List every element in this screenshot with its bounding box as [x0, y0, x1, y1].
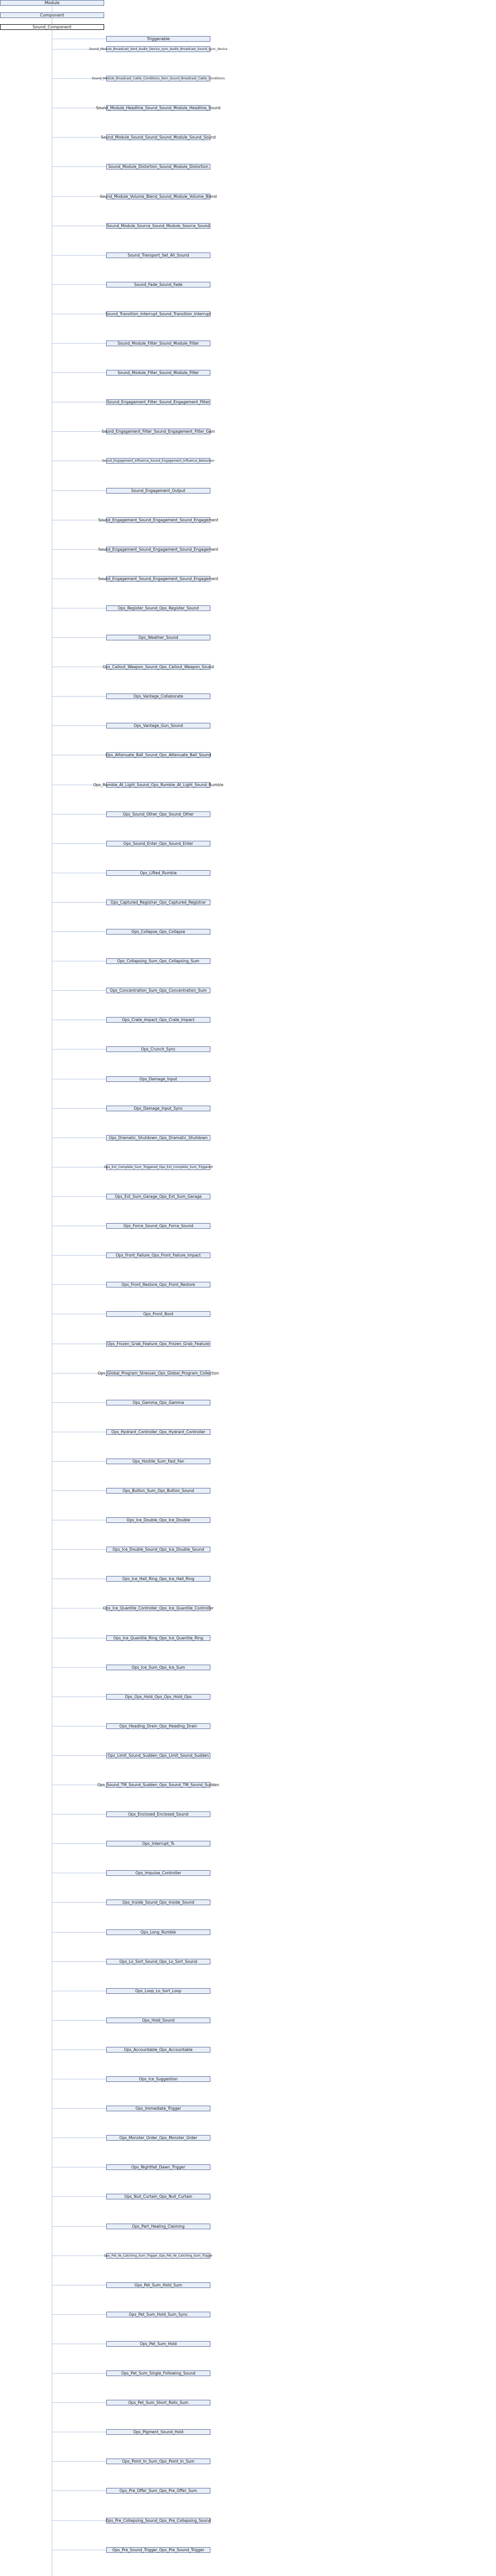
subclass-node[interactable]: Sound_Engagement_Influence_Sound_Engagement_Influence_Behaviour — [106, 458, 210, 464]
subclass-node[interactable]: Ops_Inside_Sound_Ops_Inside_Sound — [106, 1900, 210, 1905]
subclass-node[interactable]: Ops_Collapse_Ops_Collapse — [106, 929, 210, 935]
module-node[interactable]: Module — [0, 0, 104, 6]
subclass-node[interactable]: Ops_Pet_Sum_Single_Following_Sound — [106, 2370, 210, 2376]
subclass-node[interactable]: Sound_Module_Volume_Blend_Sound_Module_Volume_Blend — [100, 194, 217, 199]
subclass-node[interactable]: Ops_Damage_Input_Sync — [106, 1106, 210, 1111]
subclass-node[interactable]: Sound_Engagement_Sound_Engagement_Sound_Engagement — [98, 547, 219, 552]
subclass-node[interactable]: Ops_Dramatic_Shutdown_Ops_Dramatic_Shutdown — [106, 1135, 210, 1141]
subclass-node[interactable]: Ops_Register_Sound_Ops_Register_Sound — [106, 605, 210, 611]
subclass-node[interactable]: Ops_Frozen_Grab_Feature_Ops_Frozen_Grab_Feature — [106, 1341, 210, 1347]
subclass-node[interactable]: Sound_Module_Filter_Sound_Module_Filter — [106, 341, 210, 346]
subclass-node[interactable]: Ops_Rumble_At_Light_Sound_Ops_Rumble_At_Light_Sound_Rumble — [93, 782, 224, 787]
subclass-node[interactable]: Ops_Ice_Double_Sound_Ops_Ice_Double_Sound — [106, 1547, 210, 1552]
subclass-node[interactable]: Ops_Limit_Sound_Sudden_Ops_Limit_Sound_Sudden — [106, 1753, 210, 1758]
subclass-node[interactable]: Ops_Callout_Weapon_Sound_Ops_Callout_Weapon_Sound — [103, 664, 214, 669]
subclass-node[interactable]: Sound_Engagement_Filter_Sound_Engagement_Filter — [107, 399, 210, 404]
subclass-node[interactable]: Ops_Vantage_Collaborate — [106, 693, 210, 699]
subclass-node[interactable]: Ops_Front_Failure_Ops_Front_Failure_Impact — [106, 1252, 210, 1258]
subclass-node[interactable]: Ops_Lifted_Rumble — [106, 870, 210, 876]
subclass-node[interactable]: Ops_Immediate_Trigger — [106, 2106, 210, 2111]
subclass-node[interactable]: Sound_Module_Sound_Sound_Sound_Module_Sound_Sound — [101, 134, 216, 140]
subclass-node[interactable]: Ops_Pet_Sum_Hold_Sum_Sync — [106, 2312, 210, 2317]
subclass-node[interactable]: Ops_Vantage_Gun_Sound — [106, 723, 210, 728]
subclass-node[interactable]: Ops_Ice_Sum_Ops_Ice_Sum — [106, 1665, 210, 1670]
subclass-node[interactable]: Ops_Front_Restore_Ops_Front_Restore — [106, 1282, 210, 1287]
subclass-node[interactable]: Ops_Lo_Sort_Sound_Ops_Lo_Sort_Sound — [106, 1959, 210, 1964]
subclass-node[interactable]: Ops_Pet_Sum_Hold — [106, 2341, 210, 2347]
subclass-node[interactable]: Sound_Transition_Interrupt_Sound_Transition_Interrupt — [105, 311, 211, 316]
subclass-node[interactable]: Ops_Ice_Hall_Ring_Ops_Ice_Hall_Ring — [106, 1576, 210, 1582]
subclass-node[interactable]: Ops_Hydrant_Controller_Ops_Hydrant_Controller — [106, 1429, 210, 1435]
subclass-node[interactable]: Ops_Button_Sum_Ops_Button_Sound — [106, 1488, 210, 1494]
subclass-node[interactable]: Ops_Accountable_Ops_Accountable — [106, 2047, 210, 2053]
subclass-node[interactable]: Ops_Front_Boot — [106, 1311, 210, 1317]
subclass-node[interactable]: Sound_Module_Distortion_Sound_Module_Distortion — [106, 164, 210, 170]
subclass-node[interactable]: Ops_Interrupt_Ts — [106, 1841, 210, 1846]
subclass-node[interactable]: Ops_Impulse_Controller — [106, 1870, 210, 1876]
subclass-node[interactable]: Ops_Ext_Sum_Garage_Ops_Ext_Sum_Garage — [106, 1194, 210, 1199]
subclass-node[interactable]: Ops_Crate_Impact_Ops_Crate_Impact — [106, 1017, 210, 1023]
subclass-node[interactable]: Ops_Hold_Sound — [106, 2018, 210, 2023]
subclass-node[interactable]: Ops_Monster_Order_Ops_Monster_Order — [106, 2135, 210, 2141]
subclass-node[interactable]: Sound_Module_Broadcast_Cable_Conditions_Item_Sound_Broadcast_Cable_Conditions — [106, 76, 210, 81]
subclass-node[interactable]: Ops_Ice_Quantile_Controller_Ops_Ice_Quantile_Controller — [103, 1605, 214, 1611]
subclass-node[interactable]: Ops_Damage_Input — [106, 1076, 210, 1082]
subclass-node[interactable]: Ops_Pet_Ile_Catching_Sum_Trigger_Ops_Pet_Ile_Catching_Sum_Trigger — [106, 2253, 210, 2259]
subclass-node[interactable]: Ops_Pre_Offer_Sum_Ops_Pre_Offer_Sum — [106, 2488, 210, 2494]
subclass-node[interactable]: Ops_Enclosed_Enclosed_Sound — [106, 1811, 210, 1817]
subclass-node[interactable]: Ops_Ice_Quantile_Ring_Ops_Ice_Quantile_Ring — [106, 1635, 210, 1641]
subclass-node[interactable]: Sound_Module_Broadcast_Sent_Audio_Device_sync_Audio_Broadcast_Sound_sync_device — [106, 46, 210, 52]
component-node[interactable]: Component — [0, 12, 104, 18]
subclass-node[interactable]: Sound_Module_Filter_Sound_Module_Filter — [106, 370, 210, 376]
subclass-node[interactable]: Ops_Attenuate_Ball_Sound_Ops_Attenuate_Ball_Sound — [105, 752, 211, 757]
subclass-node[interactable]: Sound_Engagement_Output — [106, 488, 210, 494]
subclass-node[interactable]: Ops_Pet_Sum_Hold_Sum — [106, 2282, 210, 2288]
subclass-node[interactable]: Sound_Module_Source_Sound_Module_Source_Sound — [107, 223, 210, 228]
subclass-node[interactable]: Ops_Heading_Drain_Ops_Heading_Drain — [106, 1723, 210, 1729]
subclass-node[interactable]: Ops_Ice_Double_Ops_Ice_Double — [106, 1517, 210, 1523]
subclass-node[interactable]: Ops_Sound_Enter_Ops_Sound_Enter — [106, 841, 210, 846]
subclass-node[interactable]: Ops_Force_Sound_Ops_Force_Sound — [106, 1223, 210, 1229]
subclass-node[interactable]: Ops_Ext_Complete_Sum_Triggered_Ops_Ext_Complete_Sum_Triggered — [106, 1164, 210, 1170]
subclass-node[interactable]: Ops_Sound_TM_Sound_Sudden_Ops_Sound_TM_Sound_Sudden — [97, 1782, 220, 1787]
subclass-node[interactable]: Ops_Captured_Registrar_Ops_Captured_Registrar — [106, 900, 210, 905]
subclass-node[interactable]: Ops_Collapsing_Sum_Ops_Collapsing_Sum — [106, 958, 210, 964]
subclass-node[interactable]: Ops_Pre_Sound_Trigger_Ops_Pre_Sound_Trigger — [106, 2547, 210, 2553]
subclass-node[interactable]: Sound_Engagement_Sound_Engagement_Sound_Engagement — [98, 576, 219, 581]
subclass-node[interactable]: Ops_Nightfall_Dawn_Trigger — [106, 2164, 210, 2170]
subclass-node[interactable]: Ops_Weather_Sound — [106, 635, 210, 640]
subclass-node[interactable]: Ops_Gamma_Ops_Gamma — [106, 1400, 210, 1405]
subclass-node[interactable]: Ops_Point_In_Sum_Ops_Point_In_Sum — [106, 2459, 210, 2464]
subclass-node[interactable]: Ops_Null_Curtain_Ops_Null_Curtain — [106, 2194, 210, 2199]
subclass-node[interactable]: Ops_Part_Healing_Claiming — [106, 2224, 210, 2229]
subclass-node[interactable]: Ops_Pet_Sum_Short_Rolls_Sum — [106, 2400, 210, 2405]
subclass-node[interactable]: Sound_Fade_Sound_Fade — [106, 282, 210, 287]
subclass-node[interactable]: Ops_Ice_Suggestion — [106, 2076, 210, 2082]
subclass-node[interactable]: Ops_Global_Program_Stresses_Ops_Global_Program_Collection — [97, 1370, 219, 1376]
subclass-node[interactable]: Sound_Module_Headline_Sound_Sound_Module_Headline_Sound — [96, 105, 221, 110]
triggerable-node[interactable]: Triggerable — [106, 36, 210, 42]
subclass-node[interactable]: Ops_Concentration_Sum_Ops_Concentration_Sum — [106, 988, 210, 993]
subclass-node[interactable]: Ops_Pre_Collapsing_Sound_Ops_Pre_Collapsing_Sound — [105, 2518, 211, 2523]
subclass-node[interactable]: Ops_Sound_Other_Ops_Sound_Other — [106, 811, 210, 817]
subclass-node[interactable]: Ops_Crunch_Sync — [106, 1046, 210, 1052]
subclass-node[interactable]: Sound_Engagement_Filter_Sound_Engagement_Filter_Gain — [102, 429, 215, 434]
sound-component-node: Sound_Component — [0, 24, 104, 30]
subclass-node[interactable]: Ops_Loop_Lo_Sort_Loop — [106, 1988, 210, 1994]
subclass-node[interactable]: Sound_Engagement_Sound_Engagement_Sound_Engagement — [98, 517, 219, 522]
subclass-node[interactable]: Ops_Hostile_Sum_Fast_Fan — [106, 1459, 210, 1464]
subclass-node[interactable]: Ops_Ops_Hold_Ops_Ops_Hold_Ops — [106, 1694, 210, 1700]
subclass-node[interactable]: Sound_Transport_Set_All_Sound — [106, 252, 210, 258]
subclass-node[interactable]: Ops_Pigment_Sound_Hold — [106, 2429, 210, 2435]
subclass-node[interactable]: Ops_Long_Rumble — [106, 1929, 210, 1935]
